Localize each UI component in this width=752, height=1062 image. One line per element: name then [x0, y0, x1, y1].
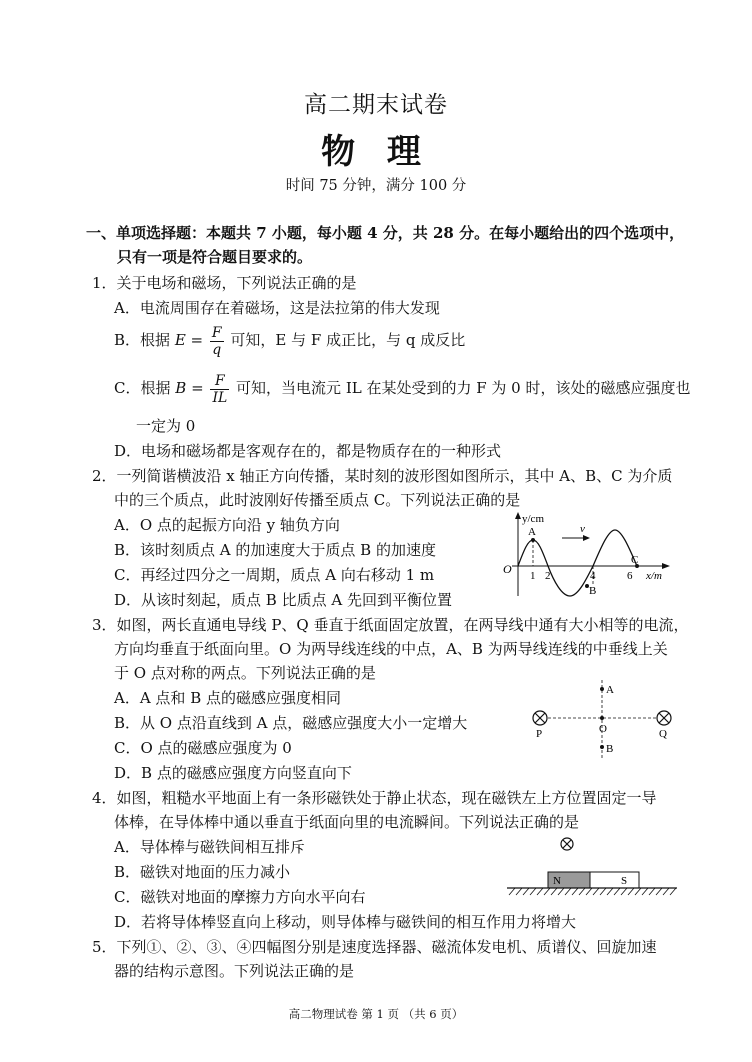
q3-label-p: P	[536, 728, 543, 740]
q1-option-c	[114, 368, 691, 408]
q1-option-c-denominator: IL	[212, 389, 228, 406]
hatch-line	[586, 888, 592, 895]
q2-velocity-label: v	[580, 523, 585, 535]
q1-option-c-text: 可知，当电流元 IL 在某处受到的力 F 为 0 时，该处的磁感应强度也	[236, 379, 691, 397]
hatch-line	[600, 888, 606, 895]
q2-option-d: D．从该时刻起，质点 B 比质点 A 先回到平衡位置	[114, 591, 452, 609]
q4-conductor-into-page-icon	[561, 838, 573, 850]
q3-stem-line1: 3．如图，两长直通电导线 P、Q 垂直于纸面固定放置，在两导线中通有大小相等的电流，	[92, 616, 689, 634]
q5-stem-line2: 器的结构示意图。下列说法正确的是	[114, 962, 355, 980]
q3-label-b: B	[606, 743, 614, 755]
q3-option-c: C．O 点的磁感应强度为 0	[114, 739, 292, 757]
q2-stem-line2: 中的三个质点，此时波刚好传播至质点 C。下列说法正确的是	[114, 491, 521, 509]
hatch-line	[628, 888, 634, 895]
hatch-line	[565, 888, 571, 895]
q1-stem: 1．关于电场和磁场，下列说法正确的是	[92, 274, 357, 292]
q2-tick-4: 4	[590, 570, 596, 582]
q1-option-b-denominator: q	[212, 341, 222, 358]
q2-label-c: C	[631, 554, 639, 566]
q1-option-b-eq: =	[190, 331, 204, 349]
q2-tick-2: 2	[545, 570, 551, 582]
q4-option-a: A．导体棒与磁铁间相互排斥	[114, 838, 305, 856]
q2-option-b: B．该时刻质点 A 的加速度大于质点 B 的加速度	[114, 541, 436, 559]
q2-option-a: A．O 点的起振方向沿 y 轴负方向	[114, 516, 340, 534]
hatch-line	[607, 888, 613, 895]
q2-tick-6: 6	[627, 570, 633, 582]
q2-wave-figure	[490, 508, 675, 603]
q1-option-b-numerator: F	[211, 324, 222, 341]
q3-wire-q-into-page-icon	[657, 711, 671, 725]
q4-option-d: D．若将导体棒竖直向上移动，则导体棒与磁铁间的相互作用力将增大	[114, 913, 577, 931]
q2-velocity-arrowhead	[583, 535, 590, 541]
q1-option-b-text: 可知，E 与 F 成正比，与 q 成反比	[230, 331, 466, 349]
q2-x-label: x/m	[646, 570, 662, 582]
q2-stem-line1: 2．一列简谐横波沿 x 轴正方向传播，某时刻的波形图如图所示，其中 A、B、C 为介质	[92, 467, 673, 485]
hatch-line	[642, 888, 648, 895]
hatch-line	[621, 888, 627, 895]
q2-wave-curve	[518, 530, 637, 596]
hatch-line	[516, 888, 522, 895]
q2-option-c: C．再经过四分之一周期，质点 A 向右移动 1 m	[114, 566, 435, 584]
q1-option-c-fraction	[210, 373, 229, 406]
q3-label-o: O	[599, 723, 607, 735]
q1-option-c-continued: 一定为 0	[136, 417, 196, 435]
hatch-line	[670, 888, 676, 895]
q2-origin-label: O	[503, 562, 512, 576]
q3-wire-p-into-page-icon	[533, 711, 547, 725]
q1-option-b	[114, 320, 465, 360]
hatch-line	[551, 888, 557, 895]
hatch-line	[523, 888, 529, 895]
q1-option-c-eq: =	[191, 379, 204, 397]
q4-label-s: S	[621, 875, 628, 887]
page-footer: 高二物理试卷 第 1 页 （共 6 页）	[288, 1007, 464, 1021]
q2-x-axis-arrow	[662, 563, 670, 569]
q3-option-a: A．A 点和 B 点的磁感应强度相同	[114, 689, 341, 707]
q2-label-a: A	[528, 526, 536, 538]
q1-option-b-prefix: B．根据	[114, 331, 171, 349]
q1-option-c-prefix: C．根据	[114, 379, 171, 397]
q4-magnet-figure	[505, 834, 680, 899]
q3-label-a: A	[606, 684, 614, 696]
q2-tick-1: 1	[530, 570, 536, 582]
exam-title: 高二期末试卷	[304, 92, 448, 118]
hatch-line	[530, 888, 536, 895]
q2-y-axis-arrow	[515, 512, 521, 519]
q3-wires-figure	[525, 676, 680, 768]
hatch-line	[663, 888, 669, 895]
section-heading-line1: 一、单项选择题：本题共 7 小题，每小题 4 分，共 28 分。在每小题给出的四个选项中，	[86, 224, 685, 242]
hatch-line	[544, 888, 550, 895]
hatch-line	[635, 888, 641, 895]
q3-option-d: D．B 点的磁感应强度方向竖直向下	[114, 764, 352, 782]
hatch-line	[537, 888, 543, 895]
q3-option-b: B．从 O 点沿直线到 A 点，磁感应强度大小一定增大	[114, 714, 468, 732]
hatch-line	[558, 888, 564, 895]
q4-magnet-south	[590, 872, 639, 888]
q3-point-o	[600, 716, 604, 720]
q4-label-n: N	[553, 875, 561, 887]
q5-stem-line1: 5．下列①、②、③、④四幅图分别是速度选择器、磁流体发电机、质谱仪、回旋加速	[92, 938, 657, 956]
q2-label-b: B	[589, 585, 597, 597]
hatch-line	[656, 888, 662, 895]
q3-point-b	[600, 745, 604, 749]
q3-label-q: Q	[659, 728, 667, 740]
hatch-line	[579, 888, 585, 895]
q3-stem-line3: 于 O 点对称的两点。下列说法正确的是	[114, 664, 376, 682]
q3-point-a	[600, 687, 604, 691]
q3-stem-line2: 方向均垂直于纸面向里。O 为两导线连线的中点，A、B 为两导线连线的中垂线上关	[114, 640, 668, 658]
hatch-line	[649, 888, 655, 895]
hatch-line	[593, 888, 599, 895]
q2-y-label: y/cm	[522, 513, 544, 525]
section-heading-line2: 只有一项是符合题目要求的。	[117, 248, 313, 266]
q4-stem-line1: 4．如图，粗糙水平地面上有一条形磁铁处于静止状态，现在磁铁左上方位置固定一导	[92, 789, 657, 807]
subject-title: 物 理	[321, 132, 431, 172]
q4-ground-hatching	[509, 888, 676, 895]
q4-option-c: C．磁铁对地面的摩擦力方向水平向右	[114, 888, 366, 906]
q1-option-c-numerator: F	[210, 373, 229, 390]
hatch-line	[572, 888, 578, 895]
q1-option-a: A．电流周围存在着磁场，这是法拉第的伟大发现	[114, 299, 440, 317]
time-info: 时间 75 分钟，满分 100 分	[285, 178, 467, 194]
q1-option-b-fraction	[210, 325, 224, 358]
hatch-line	[509, 888, 515, 895]
q1-option-c-lhs: B	[175, 379, 187, 397]
q4-stem-line2: 体棒，在导体棒中通以垂直于纸面向里的电流瞬间。下列说法正确的是	[114, 813, 580, 831]
q1-option-b-lhs: E	[174, 331, 186, 349]
hatch-line	[614, 888, 620, 895]
q2-point-a	[531, 538, 535, 542]
q1-option-d: D．电场和磁场都是客观存在的，都是物质存在的一种形式	[114, 442, 502, 460]
q4-option-b: B．磁铁对地面的压力减小	[114, 863, 291, 881]
